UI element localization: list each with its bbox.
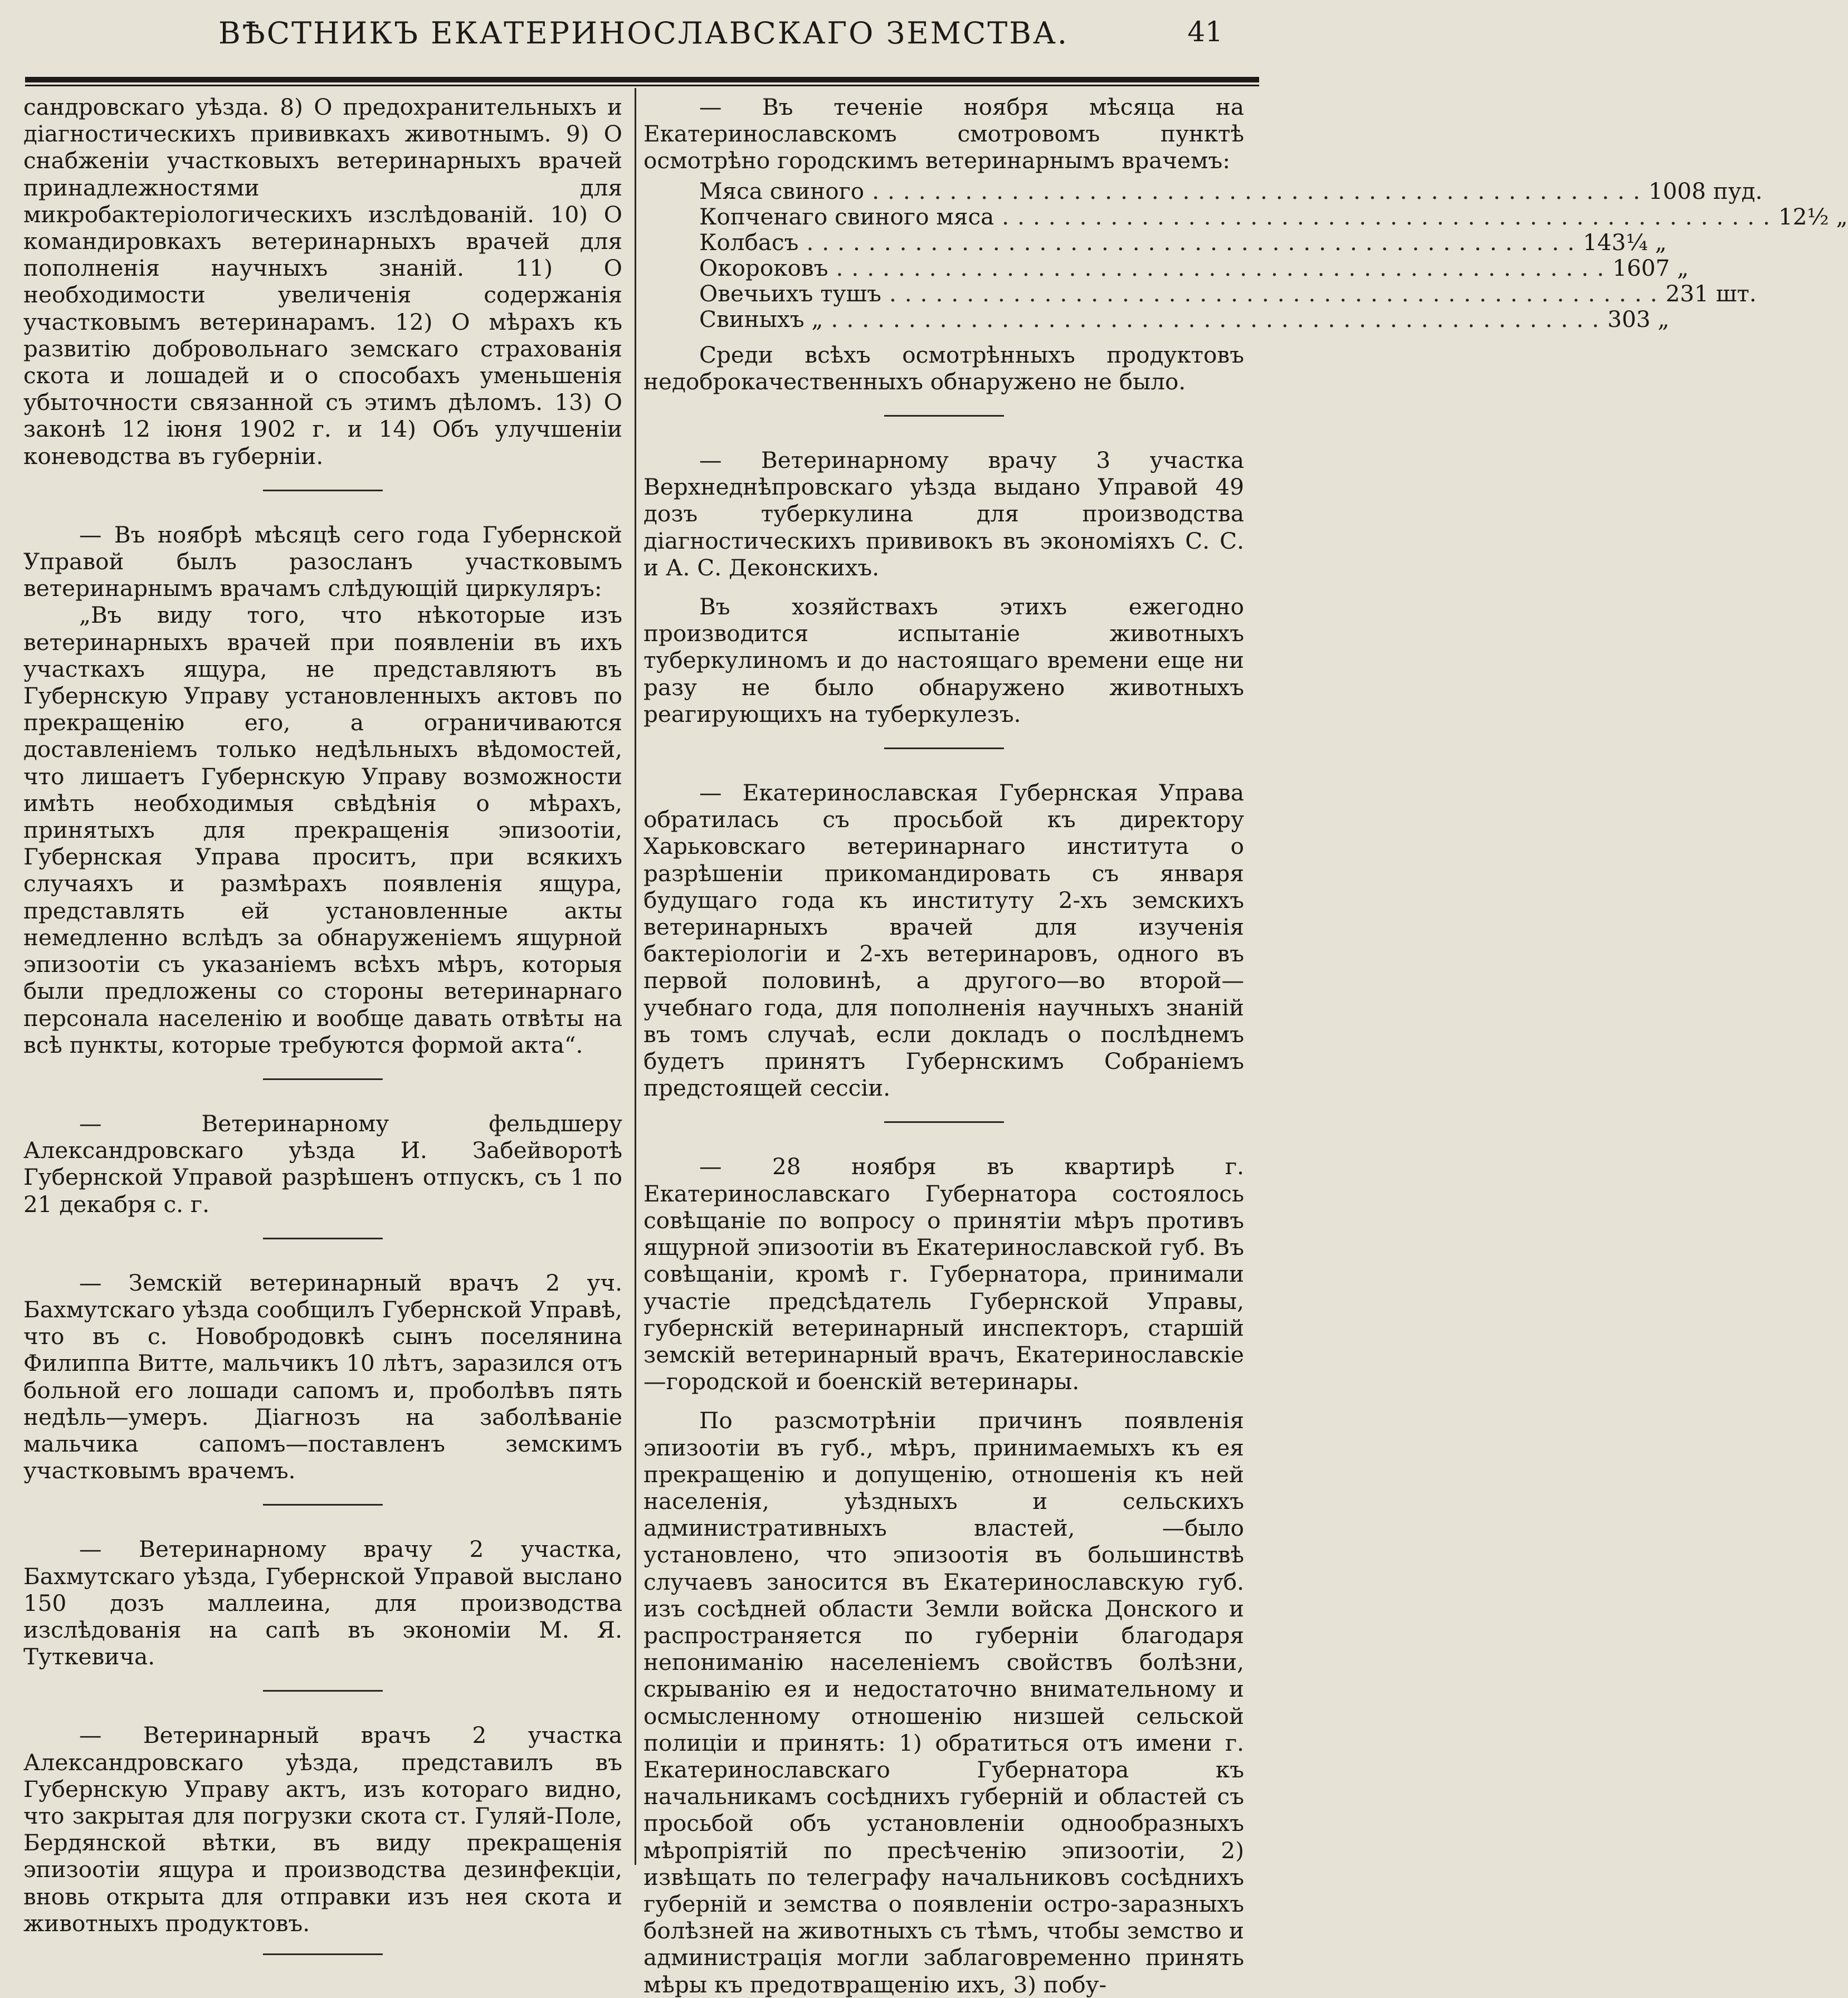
table-row: [699, 305, 1670, 333]
section-separator: [884, 415, 1004, 417]
table-item-name: Окороковъ: [699, 254, 828, 281]
paragraph: — Ветеринарному врачу 2 участка, Бахмутскаго уѣзда, Губернской Управой выслано 150 дозъ маллеина, для производства изслѣдованія на сапѣ въ экономіи М. Я. Туткевича.: [23, 1536, 622, 1670]
leader-dots: ..................................................: [889, 280, 1666, 307]
leader-dots: ..................................................: [806, 228, 1583, 256]
quoted-circular: „Въ виду того, что нѣкоторые изъ ветеринарныхъ врачей при появленіи въ ихъ участкахъ ящура, не представляютъ въ Губернскую Управу установленныхъ актовъ по прекращенію его, а ограничиваются доставленіемъ только недѣльныхъ вѣдомостей, что лишаетъ Губернскую Управу возможности имѣть необходимыя свѣдѣнія о мѣрахъ, принятыхъ для прекращенія эпизоотіи, Губернская Управа проситъ, при всякихъ случаяхъ и размѣрахъ появленія ящура, представлять ей установленные акты немедленно вслѣдъ за обнаруженіемъ ящурной эпизоотіи съ указаніемъ всѣхъ мѣръ, которыя были предложены со стороны ветеринарнаго персонала населенію и вообще давать отвѣты на всѣ пункты, которые требуются формой акта“.: [23, 602, 622, 1058]
section-separator: [263, 1953, 383, 1955]
paragraph: Среди всѣхъ осмотрѣнныхъ продуктовъ недоброкачественныхъ обнаружено не было.: [643, 341, 1244, 395]
table-item-value: 303 „: [1607, 305, 1670, 333]
paragraph: — Екатеринославская Губернская Управа обратилась съ просьбой къ директору Харьковскаго ветеринарнаго института о разрѣшеніи прикомандировать съ января будущаго года къ институту 2-хъ земскихъ ветеринарныхъ врачей для изученія бактеріологіи и 2-хъ ветеринаровъ, одного въ первой половинѣ, а другого—во второй—учебнаго года, для пополненія научныхъ знаній въ томъ случаѣ, если докладъ о послѣднемъ будетъ принятъ Губернскимъ Собраніемъ предстоящей сессіи.: [643, 779, 1244, 1102]
table-item-name: Овечьихъ тушъ: [699, 280, 881, 307]
table-row: [699, 177, 1763, 204]
table-item-name: Мяса свиного: [699, 177, 865, 204]
page-header: [31, 11, 1256, 50]
section-separator: [884, 748, 1004, 749]
section-separator: [263, 1504, 383, 1506]
paragraph: — Ветеринарному фельдшеру Александровскаго уѣзда И. Забейворотѣ Губернской Управой разрѣшенъ отпускъ, съ 1 по 21 декабря с. г.: [23, 1110, 622, 1218]
table-item-name: Колбасъ: [699, 228, 799, 256]
paragraph: — Земскій ветеринарный врачъ 2 уч. Бахмутскаго уѣзда сообщилъ Губернской Управѣ, что въ с. Новобродовкѣ сынъ поселянина Филиппа Витте, мальчикъ 10 лѣтъ, заразился отъ больной его лошади сапомъ и, проболѣвъ пять недѣль—умеръ. Діагнозъ на заболѣваніе мальчика сапомъ—поставленъ земскимъ участковымъ врачемъ.: [23, 1269, 622, 1484]
paragraph: — Въ ноябрѣ мѣсяцѣ сего года Губернской Управой былъ разосланъ участковымъ ветеринарнымъ врачамъ слѣдующій циркуляръ:: [23, 521, 622, 602]
table-item-value: 231 шт.: [1665, 280, 1757, 307]
page-number: 41: [1187, 16, 1223, 48]
table-item-value: 12½ „: [1778, 203, 1848, 230]
section-separator: [263, 490, 383, 491]
right-column: [643, 94, 1848, 1998]
column-divider: [635, 88, 636, 1865]
paragraph: — Ветеринарный врачъ 2 участка Александровскаго уѣзда, представилъ въ Губернскую Управу актъ, изъ котораго видно, что закрытая для погрузки скота ст. Гуляй-Поле, Бердянской вѣтки, въ виду прекращенія эпизоотіи ящура и производства дезинфекціи, вновь открыта для отправки изъ нея скота и животныхъ продуктовъ.: [23, 1722, 622, 1937]
section-separator: [263, 1690, 383, 1692]
table-item-value: 1008 пуд.: [1648, 177, 1763, 204]
paragraph: — Въ теченіе ноября мѣсяца на Екатеринославскомъ смотровомъ пунктѣ осмотрѣно городскимъ ветеринарнымъ врачемъ:: [643, 94, 1244, 174]
paragraph: По разсмотрѣніи причинъ появленія эпизоотіи въ губ., мѣръ, принимаемыхъ къ ея прекращенію и допущенію, отношенія къ ней населенія, уѣздныхъ и сельскихъ административныхъ властей, —было установлено, что эпизоотія въ большинствѣ случаевъ заносится въ Екатеринославскую губ. изъ сосѣдней области Земли войска Донского и распространяется по губерніи благодаря непониманію населеніемъ свойствъ болѣзни, скрыванію ея и недостаточно внимательному и осмысленному отношенію низшей сельской полиціи и принять: 1) обратиться отъ имени г. Екатеринославскаго Губернатора къ начальникамъ сосѣднихъ губерній и областей съ просьбой объ установленіи однообразныхъ мѣропріятій по пресѣченію эпизоотіи, 2) извѣщать по телеграфу начальниковъ сосѣднихъ губерній и земства о появленіи остро-заразныхъ болѣзней на животныхъ съ тѣмъ, чтобы земство и администрація могли заблаговременно принять мѣры къ предотвращенію ихъ, 3) побу-: [643, 1407, 1244, 1998]
leader-dots: ..................................................: [836, 254, 1613, 281]
paragraph: — Ветеринарному врачу 3 участка Верхнеднѣпровскаго уѣзда выдано Управой 49 дозъ туберкулина для производства діагностическихъ прививокъ въ экономіяхъ С. С. и А. С. Деконскихъ.: [643, 447, 1244, 581]
leader-dots: ..................................................: [831, 305, 1608, 333]
section-separator: [884, 1121, 1004, 1123]
header-rule-thick: [25, 77, 1259, 82]
table-item-value: 143¼ „: [1583, 228, 1667, 256]
table-row: [699, 254, 1689, 281]
left-column: [23, 94, 622, 1985]
running-title: ВѢСТНИКЪ ЕКАТЕРИНОСЛАВСКАГО ЗЕМСТВА.: [218, 16, 1069, 51]
header-rule-thin: [25, 85, 1259, 86]
leader-dots: ..................................................: [872, 177, 1649, 204]
leader-dots: ..................................................: [1002, 203, 1778, 230]
paragraph: сандровскаго уѣзда. 8) О предохранительныхъ и діагностическихъ прививкахъ животнымъ. 9) О снабженіи участковыхъ ветеринарныхъ врачей принадлежностями для микробактеріологическихъ изслѣдованій. 10) О командировкахъ ветеринарныхъ врачей для пополненія научныхъ знаній. 11) О необходимости увеличенія содержанія участковымъ ветеринарамъ. 12) О мѣрахъ къ развитію добровольнаго земскаго страхованія скота и лошадей и о способахъ уменьшенія убыточности связанной съ этимъ дѣломъ. 13) О законѣ 12 іюня 1902 г. и 14) Объ улучшеніи коневодства въ губерніи.: [23, 94, 622, 470]
paragraph: — 28 ноября въ квартирѣ г. Екатеринославскаго Губернатора состоялось совѣщаніе по вопросу о принятіи мѣръ противъ ящурной эпизоотіи въ Екатеринославской губ. Въ совѣщаніи, кромѣ г. Губернатора, принимали участіе предсѣдатель Губернской Управы, губернскій ветеринарный инспекторъ, старшій земскій ветеринарный врачъ, Екатеринославскіе—городской и боенскій ветеринары.: [643, 1153, 1244, 1395]
table-row: [699, 203, 1848, 230]
table-item-name: Копченаго свиного мяса: [699, 203, 994, 230]
inspection-table: [643, 177, 1848, 333]
table-item-name: Свиныхъ „: [699, 305, 823, 333]
section-separator: [263, 1078, 383, 1080]
paragraph-gap: [643, 1395, 1244, 1407]
table-row: [699, 280, 1757, 307]
table-item-value: 1607 „: [1612, 254, 1689, 281]
section-separator: [263, 1238, 383, 1239]
paragraph: Въ хозяйствахъ этихъ ежегодно производится испытаніе животныхъ туберкулиномъ и до настоящаго времени еще ни разу не было обнаружено животныхъ реагирующихъ на туберкулезъ.: [643, 593, 1244, 727]
paragraph-gap: [643, 581, 1244, 593]
table-row: [699, 228, 1667, 256]
